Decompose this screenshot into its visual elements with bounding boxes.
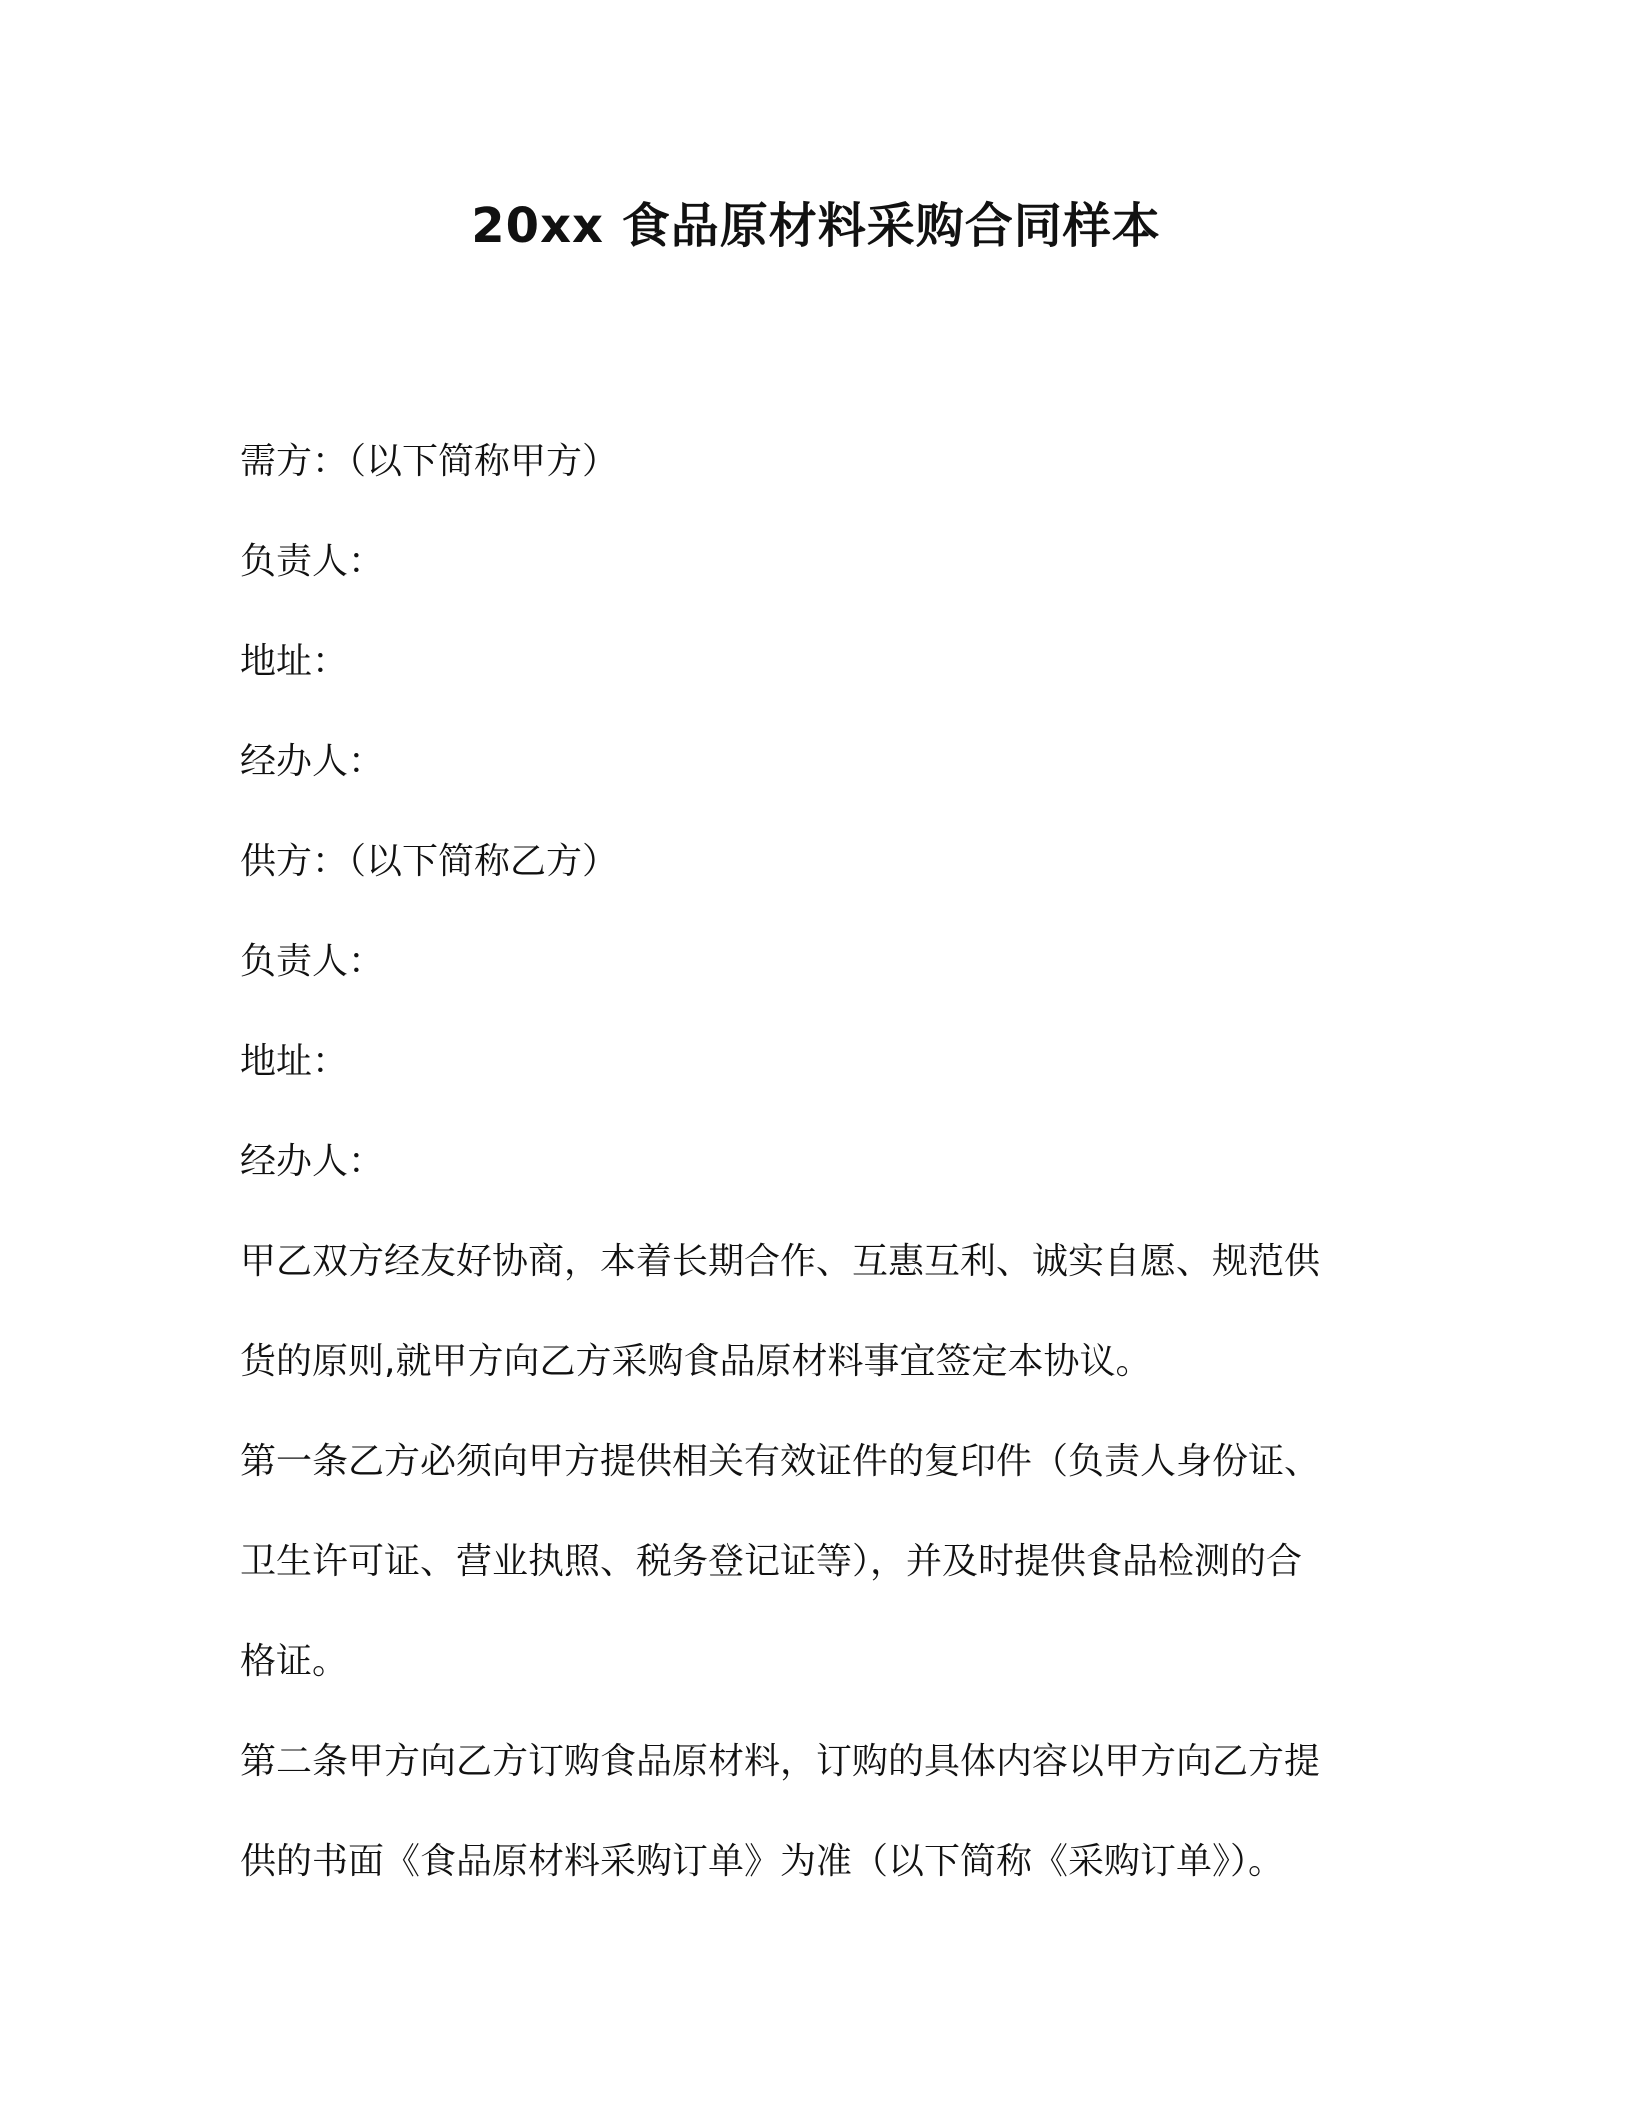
field-party-b-address: 地址：	[240, 1041, 349, 1082]
paragraph-line: 格证。	[240, 1641, 349, 1682]
paragraph-line: 卫生许可证、营业执照、税务登记证等），并及时提供食品检测的合	[240, 1541, 1303, 1582]
field-party-a-address: 地址：	[240, 641, 349, 682]
field-party-a-handler: 经办人：	[240, 741, 385, 782]
document-title: 20xx 食品原材料采购合同样本	[471, 198, 1161, 254]
paragraph-article-2	[240, 1712, 1400, 1912]
paragraph-article-1	[240, 1412, 1400, 1712]
field-demand-party: 需方：（以下简称甲方）	[240, 441, 619, 482]
field-supply-party: 供方：（以下简称乙方）	[240, 841, 619, 882]
paragraph-line: 第二条甲方向乙方订购食品原材料，订购的具体内容以甲方向乙方提	[240, 1741, 1321, 1782]
field-party-b-handler: 经办人：	[240, 1141, 385, 1182]
paragraph-preamble	[240, 1212, 1400, 1412]
field-party-b-principal: 负责人：	[240, 941, 385, 982]
paragraph-line: 供的书面《食品原材料采购订单》为准（以下简称《采购订单》）。	[240, 1841, 1285, 1882]
paragraph-line: 甲乙双方经友好协商，本着长期合作、互惠互利、诚实自愿、规范供	[240, 1241, 1321, 1282]
field-party-a-principal: 负责人：	[240, 541, 385, 582]
paragraph-line: 第一条乙方必须向甲方提供相关有效证件的复印件（负责人身份证、	[240, 1441, 1321, 1482]
paragraph-line: 货的原则,就甲方向乙方采购食品原材料事宜签定本协议。	[240, 1341, 1152, 1382]
document-body	[240, 412, 1400, 1912]
